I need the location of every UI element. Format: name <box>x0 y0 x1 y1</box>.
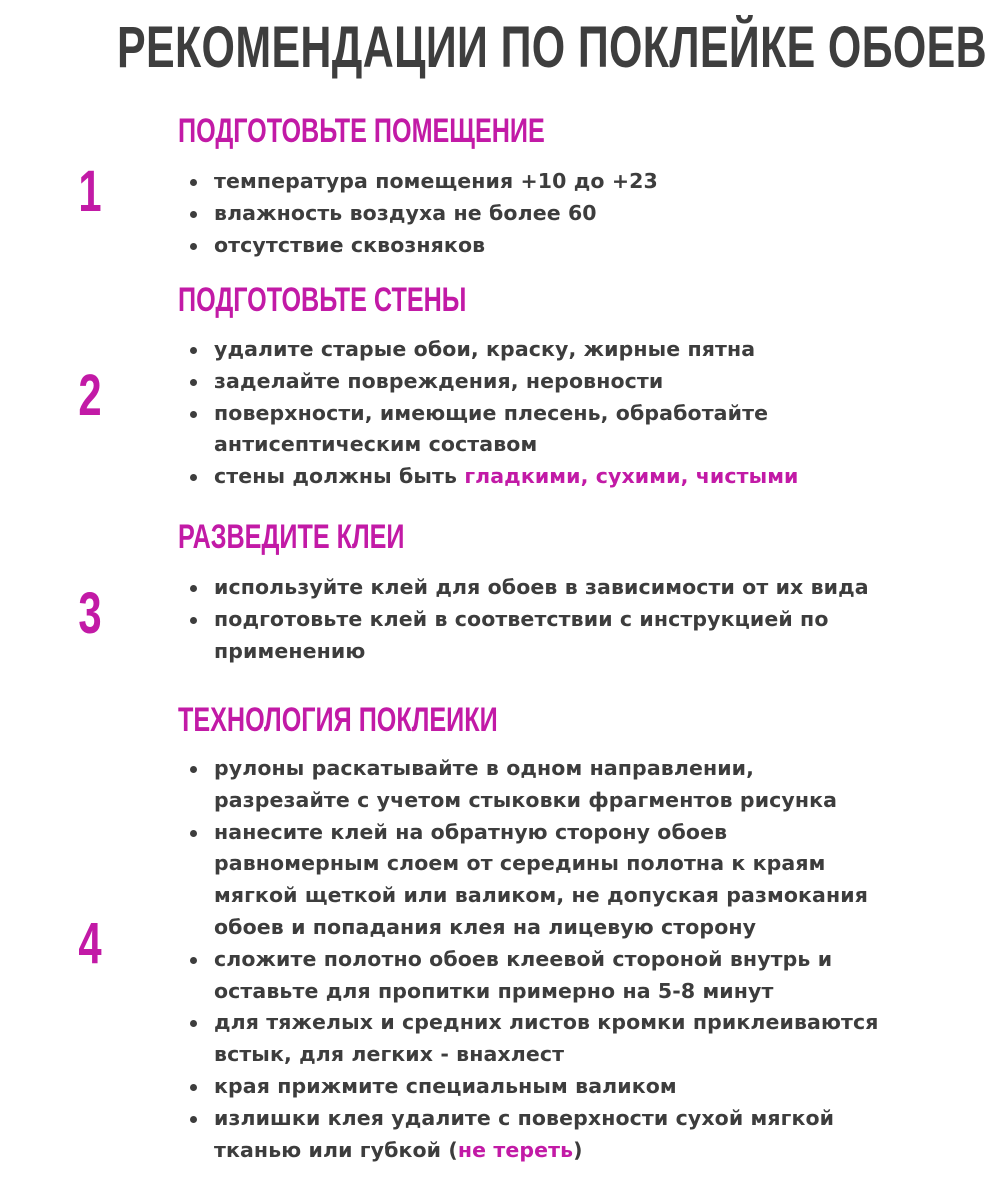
list-item: используйте клей для обоев в зависимости от их вида <box>186 572 886 604</box>
bullet-list <box>186 753 886 1166</box>
step-number: 3 <box>78 581 102 646</box>
bullet-list <box>186 334 886 493</box>
section-title: РАЗВЕДИТЕ КЛЕИ <box>178 518 405 556</box>
bullet-list <box>186 166 886 261</box>
section-title: ПОДГОТОВЬТЕ СТЕНЫ <box>178 281 467 319</box>
list-item: удалите старые обои, краску, жирные пятна <box>186 334 886 366</box>
bullet-list <box>186 572 886 667</box>
step-number: 4 <box>78 911 102 976</box>
section-title: ПОДГОТОВЬТЕ ПОМЕЩЕНИЕ <box>178 112 545 150</box>
list-item: для тяжелых и средних листов кромки приклеиваются встык, для легких - внахлест <box>186 1007 886 1071</box>
list-item: отсутствие сквозняков <box>186 230 886 262</box>
list-item: заделайте повреждения, неровности <box>186 366 886 398</box>
item-text: излишки клея удалите с поверхности сухой мягкой тканью или губкой ( <box>214 1105 835 1162</box>
list-item: нанесите клей на обратную сторону обоев равномерным слоем от середины полотна к краям мягкой щеткой или валиком, не допуская размокания обоев и попадания клея на лицевую сторону <box>186 817 894 944</box>
item-text: стены должны быть <box>214 464 465 489</box>
section-title: ТЕХНОЛОГИЯ ПОКЛЕИКИ <box>178 701 498 739</box>
list-item: сложите полотно обоев клеевой стороной внутрь и оставьте для пропитки примерно на 5-8 минут <box>186 944 874 1008</box>
list-item <box>186 1103 874 1167</box>
list-item: температура помещения +10 до +23 <box>186 166 886 198</box>
highlight-text: не тереть <box>457 1137 574 1162</box>
list-item <box>186 461 886 493</box>
list-item: влажность воздуха не более 60 <box>186 198 886 230</box>
list-item: подготовьте клей в соответствии с инструкцией по применению <box>186 604 854 668</box>
page-title: РЕКОМЕНДАЦИИ ПО ПОКЛЕЙКЕ ОБОЕВ <box>117 15 987 80</box>
step-number: 2 <box>78 363 102 428</box>
item-text: ) <box>573 1137 583 1162</box>
step-number: 1 <box>78 159 102 224</box>
list-item: края прижмите специальным валиком <box>186 1071 886 1103</box>
highlight-text: гладкими, сухими, чистыми <box>464 464 799 489</box>
list-item: рулоны раскатывайте в одном направлении, разрезайте с учетом стыковки фрагментов рисунка <box>186 753 854 817</box>
list-item: поверхности, имеющие плесень, обработайте антисептическим составом <box>186 398 774 462</box>
